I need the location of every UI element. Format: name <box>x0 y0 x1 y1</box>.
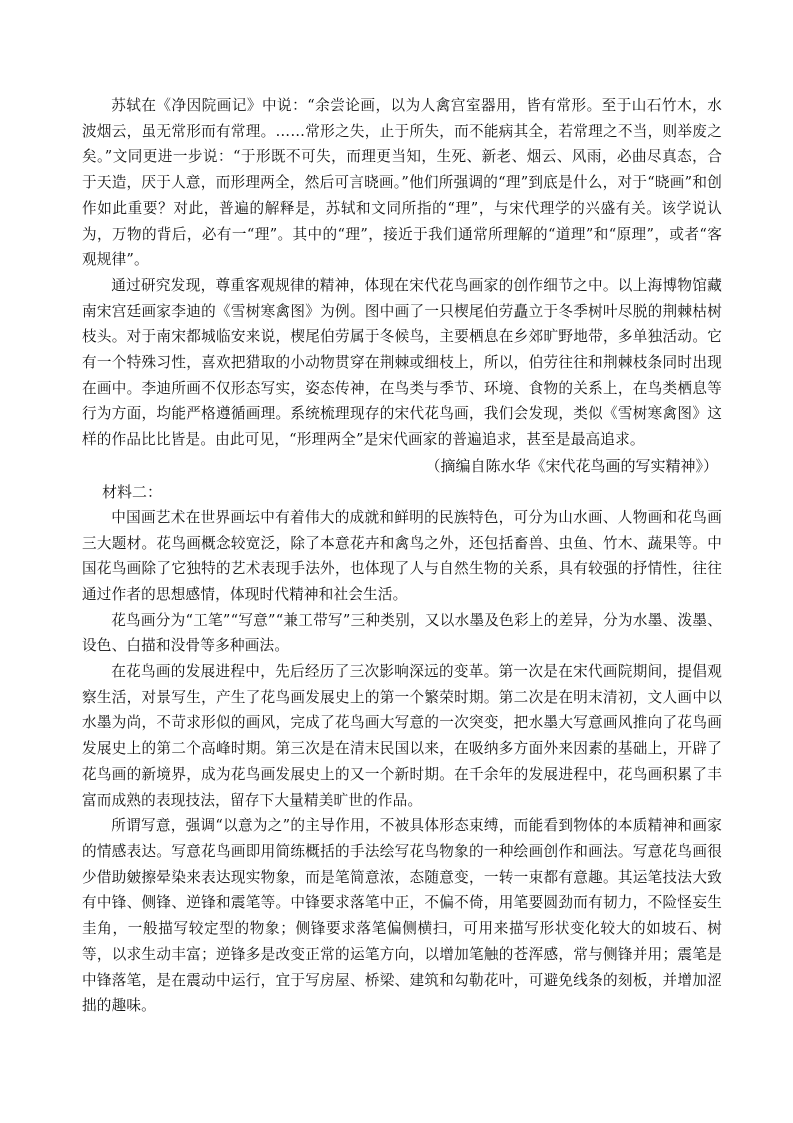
material-two-paragraph-4: 所谓写意，强调“以意为之”的主导作用，不被具体形态束缚，而能看到物体的本质精神和画家的情感表达。写意花鸟画即用简练概括的手法绘写花鸟物象的一种绘画创作和画法。写意花鸟画很少借助皴擦晕染来表达现实物象，而是笔简意浓，态随意变，一转一束都有意趣。其运笔技法大致有中锋、侧锋、逆锋和震笔等。中锋要求落笔中正，不偏不倚，用笔要圆劲而有韧力，不险怪妄生圭角，一般描写较定型的物象；侧锋要求落笔偏侧横扫，可用来描写形状变化较大的如坡石、树等，以求生动丰富；逆锋多是改变正常的运笔方向，以增加笔触的苍浑感，常与侧锋并用；震笔是中锋落笔，是在震动中运行，宜于写房屋、桥梁、建筑和勾勒花叶，可避免线条的刻板，并增加涩拙的趣味。 <box>82 817 722 1015</box>
material-one-paragraph-2: 通过研究发现，尊重客观规律的精神，体现在宋代花鸟画家的创作细节之中。以上海博物馆藏南宋宫廷画家李迪的《雪树寒禽图》为例。图中画了一只楔尾伯劳矗立于冬季树叶尽脱的荆棘枯树枝头。对于南宋都城临安来说，楔尾伯劳属于冬候鸟，主要栖息在乡郊旷野地带，多单独活动。它有一个特殊习性，喜欢把猎取的小动物贯穿在荆棘或细枝上，所以，伯劳往往和荆棘枝条同时出现在画中。李迪所画不仅形态写实，姿态传神，在鸟类与季节、环境、食物的关系上，在鸟类栖息等行为方面，均能严格遵循画理。系统梳理现存的宋代花鸟画，我们会发现，类似《雪树寒禽图》这样的作品比比皆是。由此可见，“形理两全”是宋代画家的普遍追求，甚至是最高追求。 <box>82 276 722 449</box>
material-two-paragraph-1: 中国画艺术在世界画坛中有着伟大的成就和鲜明的民族特色，可分为山水画、人物画和花鸟画三大题材。花鸟画概念较宽泛，除了本意花卉和禽鸟之外，还包括畜兽、虫鱼、竹木、蔬果等。中国花鸟画除了它独特的艺术表现手法外，也体现了人与自然生物的关系，具有较强的抒情性，往往通过作者的思想感情，体现时代精神和社会生活。 <box>82 508 722 603</box>
material-one-source: （摘编自陈水华《宋代花鸟画的写实精神》） <box>425 456 718 475</box>
material-one-paragraph-1: 苏轼在《净因院画记》中说：“余尝论画，以为人禽宫室器用，皆有常形。至于山石竹木，水波烟云，虽无常形而有常理。……常形之失，止于所失，而不能病其全，若常理之不当，则举废之矣。”文同更进一步说：“于形既不可失，而理更当知，生死、新老、烟云、风雨，必曲尽真态，合于天造，厌于人意，而形理两全，然后可言晓画。”他们所强调的“理”到底是什么，对于“晓画”和创作如此重要？对此，普遍的解释是，苏轼和文同所指的“理”，与宋代理学的兴盛有关。该学说认为，万物的背后，必有一“理”。其中的“理”，接近于我们通常所理解的“道理”和“原理”，或者“客观规律”。 <box>82 97 722 269</box>
document-page <box>82 93 722 1019</box>
material-two-heading: 材料二： <box>102 482 163 501</box>
material-two-paragraph-3: 在花鸟画的发展进程中，先后经历了三次影响深远的变革。第一次是在宋代画院期间，提倡观察生活，对景写生，产生了花鸟画发展史上的第一个繁荣时期。第二次是在明末清初，文人画中以水墨为尚，不苛求形似的画风，完成了花鸟画大写意的一次突变，把水墨大写意画风推向了花鸟画发展史上的第二个高峰时期。第三次是在清末民国以来，在吸纳多方面外来因素的基础上，开辟了花鸟画的新境界，成为花鸟画发展史上的又一个新时期。在千余年的发展进程中，花鸟画积累了丰富而成熟的表现技法，留存下大量精美旷世的作品。 <box>82 663 722 809</box>
material-two-paragraph-2: 花鸟画分为“工笔”“写意”“兼工带写”三种类别，又以水墨及色彩上的差异，分为水墨、泼墨、设色、白描和没骨等多种画法。 <box>82 611 722 655</box>
